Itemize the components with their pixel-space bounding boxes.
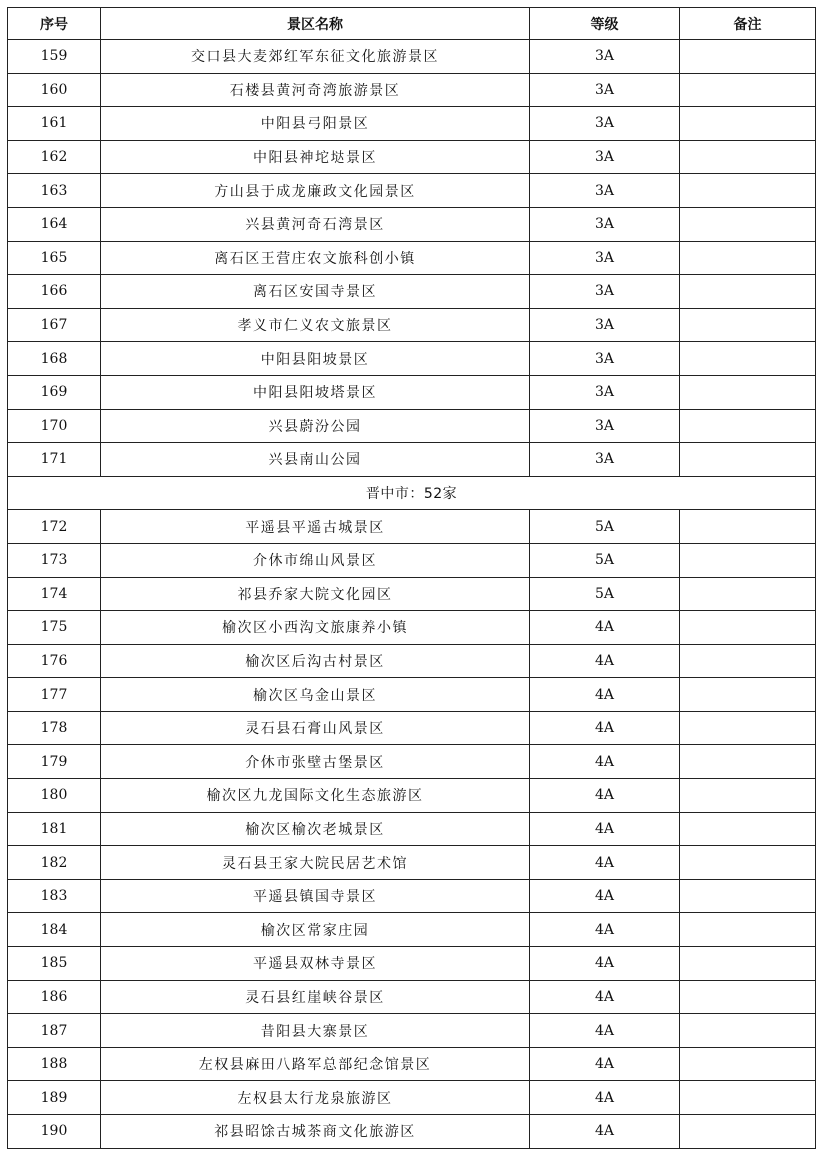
table-row bbox=[8, 140, 816, 174]
table-row bbox=[8, 342, 816, 376]
cell-remarks bbox=[680, 577, 816, 611]
table-row bbox=[8, 745, 816, 779]
cell-scenic-name: 榆次区榆次老城景区 bbox=[101, 812, 530, 846]
cell-remarks bbox=[680, 443, 816, 477]
cell-scenic-name: 中阳县阳坡景区 bbox=[101, 342, 530, 376]
table-body-group-a bbox=[8, 40, 816, 477]
cell-scenic-name: 灵石县石膏山风景区 bbox=[101, 711, 530, 745]
cell-scenic-name: 孝义市仁义农文旅景区 bbox=[101, 308, 530, 342]
table-row bbox=[8, 846, 816, 880]
table-row bbox=[8, 107, 816, 141]
cell-serial-number: 181 bbox=[8, 812, 101, 846]
table-row bbox=[8, 980, 816, 1014]
cell-remarks bbox=[680, 1115, 816, 1149]
cell-serial-number: 167 bbox=[8, 308, 101, 342]
table-header-row bbox=[8, 8, 816, 40]
cell-scenic-name: 榆次区后沟古村景区 bbox=[101, 644, 530, 678]
cell-scenic-name: 介休市绵山风景区 bbox=[101, 543, 530, 577]
cell-grade: 5A bbox=[530, 510, 680, 544]
cell-scenic-name: 兴县蔚汾公园 bbox=[101, 409, 530, 443]
cell-serial-number: 184 bbox=[8, 913, 101, 947]
cell-scenic-name: 榆次区乌金山景区 bbox=[101, 678, 530, 712]
cell-scenic-name: 中阳县阳坡塔景区 bbox=[101, 375, 530, 409]
table-row bbox=[8, 879, 816, 913]
table-row bbox=[8, 73, 816, 107]
cell-scenic-name: 灵石县红崖峡谷景区 bbox=[101, 980, 530, 1014]
cell-grade: 4A bbox=[530, 913, 680, 947]
table-row bbox=[8, 510, 816, 544]
table-row bbox=[8, 1014, 816, 1048]
cell-serial-number: 161 bbox=[8, 107, 101, 141]
cell-remarks bbox=[680, 745, 816, 779]
cell-scenic-name: 祁县昭馀古城茶商文化旅游区 bbox=[101, 1115, 530, 1149]
cell-scenic-name: 方山县于成龙廉政文化园景区 bbox=[101, 174, 530, 208]
cell-grade: 4A bbox=[530, 779, 680, 813]
cell-remarks bbox=[680, 107, 816, 141]
cell-remarks bbox=[680, 913, 816, 947]
cell-scenic-name: 平遥县双林寺景区 bbox=[101, 947, 530, 981]
cell-remarks bbox=[680, 375, 816, 409]
table-body-group-b bbox=[8, 510, 816, 1148]
cell-remarks bbox=[680, 711, 816, 745]
cell-grade: 3A bbox=[530, 140, 680, 174]
cell-serial-number: 178 bbox=[8, 711, 101, 745]
cell-serial-number: 180 bbox=[8, 779, 101, 813]
cell-serial-number: 162 bbox=[8, 140, 101, 174]
cell-serial-number: 179 bbox=[8, 745, 101, 779]
cell-grade: 3A bbox=[530, 241, 680, 275]
cell-remarks bbox=[680, 409, 816, 443]
cell-remarks bbox=[680, 611, 816, 645]
section-title-jinzhong: 晋中市：52家 bbox=[8, 476, 816, 510]
table-row bbox=[8, 812, 816, 846]
cell-grade: 4A bbox=[530, 846, 680, 880]
cell-scenic-name: 灵石县王家大院民居艺术馆 bbox=[101, 846, 530, 880]
cell-grade: 3A bbox=[530, 107, 680, 141]
header-grade: 等级 bbox=[530, 8, 680, 40]
table-row bbox=[8, 1047, 816, 1081]
cell-remarks bbox=[680, 779, 816, 813]
table-row bbox=[8, 207, 816, 241]
cell-serial-number: 159 bbox=[8, 40, 101, 74]
cell-remarks bbox=[680, 308, 816, 342]
cell-grade: 4A bbox=[530, 879, 680, 913]
cell-scenic-name: 兴县黄河奇石湾景区 bbox=[101, 207, 530, 241]
table-row bbox=[8, 678, 816, 712]
header-scenic-name: 景区名称 bbox=[101, 8, 530, 40]
cell-remarks bbox=[680, 879, 816, 913]
cell-remarks bbox=[680, 543, 816, 577]
cell-serial-number: 171 bbox=[8, 443, 101, 477]
cell-grade: 4A bbox=[530, 644, 680, 678]
cell-scenic-name: 离石区安国寺景区 bbox=[101, 275, 530, 309]
header-remarks: 备注 bbox=[680, 8, 816, 40]
cell-remarks bbox=[680, 73, 816, 107]
cell-serial-number: 183 bbox=[8, 879, 101, 913]
cell-scenic-name: 昔阳县大寨景区 bbox=[101, 1014, 530, 1048]
cell-serial-number: 174 bbox=[8, 577, 101, 611]
cell-grade: 4A bbox=[530, 745, 680, 779]
cell-remarks bbox=[680, 678, 816, 712]
cell-remarks bbox=[680, 980, 816, 1014]
cell-grade: 4A bbox=[530, 678, 680, 712]
cell-remarks bbox=[680, 1014, 816, 1048]
cell-grade: 5A bbox=[530, 543, 680, 577]
scenic-area-table bbox=[7, 7, 816, 1149]
cell-scenic-name: 左权县麻田八路军总部纪念馆景区 bbox=[101, 1047, 530, 1081]
cell-scenic-name: 榆次区小西沟文旅康养小镇 bbox=[101, 611, 530, 645]
cell-remarks bbox=[680, 207, 816, 241]
cell-remarks bbox=[680, 947, 816, 981]
table-row bbox=[8, 947, 816, 981]
cell-grade: 4A bbox=[530, 980, 680, 1014]
table-row bbox=[8, 1081, 816, 1115]
cell-scenic-name: 左权县太行龙泉旅游区 bbox=[101, 1081, 530, 1115]
cell-serial-number: 169 bbox=[8, 375, 101, 409]
table-row bbox=[8, 308, 816, 342]
cell-scenic-name: 祁县乔家大院文化园区 bbox=[101, 577, 530, 611]
cell-remarks bbox=[680, 1047, 816, 1081]
cell-grade: 5A bbox=[530, 577, 680, 611]
cell-remarks bbox=[680, 812, 816, 846]
section-header-row bbox=[8, 476, 816, 510]
cell-serial-number: 172 bbox=[8, 510, 101, 544]
cell-grade: 4A bbox=[530, 1014, 680, 1048]
cell-grade: 4A bbox=[530, 1047, 680, 1081]
cell-serial-number: 170 bbox=[8, 409, 101, 443]
cell-serial-number: 173 bbox=[8, 543, 101, 577]
table-row bbox=[8, 543, 816, 577]
cell-scenic-name: 榆次区九龙国际文化生态旅游区 bbox=[101, 779, 530, 813]
table-row bbox=[8, 241, 816, 275]
cell-scenic-name: 兴县南山公园 bbox=[101, 443, 530, 477]
cell-serial-number: 186 bbox=[8, 980, 101, 1014]
cell-scenic-name: 平遥县镇国寺景区 bbox=[101, 879, 530, 913]
cell-grade: 4A bbox=[530, 947, 680, 981]
cell-serial-number: 165 bbox=[8, 241, 101, 275]
table-row bbox=[8, 577, 816, 611]
cell-serial-number: 164 bbox=[8, 207, 101, 241]
table-row bbox=[8, 409, 816, 443]
cell-grade: 3A bbox=[530, 73, 680, 107]
header-serial-number: 序号 bbox=[8, 8, 101, 40]
cell-grade: 4A bbox=[530, 611, 680, 645]
cell-grade: 3A bbox=[530, 275, 680, 309]
cell-serial-number: 190 bbox=[8, 1115, 101, 1149]
cell-remarks bbox=[680, 174, 816, 208]
cell-grade: 3A bbox=[530, 308, 680, 342]
cell-grade: 4A bbox=[530, 1115, 680, 1149]
table-row bbox=[8, 275, 816, 309]
cell-grade: 3A bbox=[530, 40, 680, 74]
cell-grade: 3A bbox=[530, 174, 680, 208]
table-row bbox=[8, 913, 816, 947]
cell-remarks bbox=[680, 846, 816, 880]
cell-serial-number: 182 bbox=[8, 846, 101, 880]
cell-grade: 4A bbox=[530, 1081, 680, 1115]
table-row bbox=[8, 611, 816, 645]
cell-serial-number: 160 bbox=[8, 73, 101, 107]
cell-scenic-name: 榆次区常家庄园 bbox=[101, 913, 530, 947]
cell-serial-number: 175 bbox=[8, 611, 101, 645]
cell-scenic-name: 平遥县平遥古城景区 bbox=[101, 510, 530, 544]
cell-serial-number: 188 bbox=[8, 1047, 101, 1081]
cell-remarks bbox=[680, 275, 816, 309]
cell-grade: 3A bbox=[530, 409, 680, 443]
cell-serial-number: 185 bbox=[8, 947, 101, 981]
table-row bbox=[8, 644, 816, 678]
cell-serial-number: 168 bbox=[8, 342, 101, 376]
cell-serial-number: 176 bbox=[8, 644, 101, 678]
cell-serial-number: 163 bbox=[8, 174, 101, 208]
cell-scenic-name: 石楼县黄河奇湾旅游景区 bbox=[101, 73, 530, 107]
cell-remarks bbox=[680, 342, 816, 376]
table-row bbox=[8, 40, 816, 74]
section-header-body bbox=[8, 476, 816, 510]
table-row bbox=[8, 1115, 816, 1149]
cell-remarks bbox=[680, 1081, 816, 1115]
cell-grade: 4A bbox=[530, 812, 680, 846]
cell-serial-number: 189 bbox=[8, 1081, 101, 1115]
table-row bbox=[8, 711, 816, 745]
cell-serial-number: 177 bbox=[8, 678, 101, 712]
cell-serial-number: 187 bbox=[8, 1014, 101, 1048]
cell-remarks bbox=[680, 40, 816, 74]
cell-grade: 3A bbox=[530, 443, 680, 477]
cell-scenic-name: 介休市张壁古堡景区 bbox=[101, 745, 530, 779]
cell-scenic-name: 中阳县弓阳景区 bbox=[101, 107, 530, 141]
cell-scenic-name: 交口县大麦郊红军东征文化旅游景区 bbox=[101, 40, 530, 74]
table-row bbox=[8, 375, 816, 409]
cell-remarks bbox=[680, 644, 816, 678]
cell-scenic-name: 离石区王营庄农文旅科创小镇 bbox=[101, 241, 530, 275]
table-row bbox=[8, 443, 816, 477]
cell-grade: 3A bbox=[530, 342, 680, 376]
cell-serial-number: 166 bbox=[8, 275, 101, 309]
cell-grade: 3A bbox=[530, 207, 680, 241]
table-row bbox=[8, 779, 816, 813]
cell-grade: 4A bbox=[530, 711, 680, 745]
cell-remarks bbox=[680, 241, 816, 275]
cell-scenic-name: 中阳县神坨垯景区 bbox=[101, 140, 530, 174]
table-row bbox=[8, 174, 816, 208]
cell-remarks bbox=[680, 510, 816, 544]
cell-grade: 3A bbox=[530, 375, 680, 409]
cell-remarks bbox=[680, 140, 816, 174]
